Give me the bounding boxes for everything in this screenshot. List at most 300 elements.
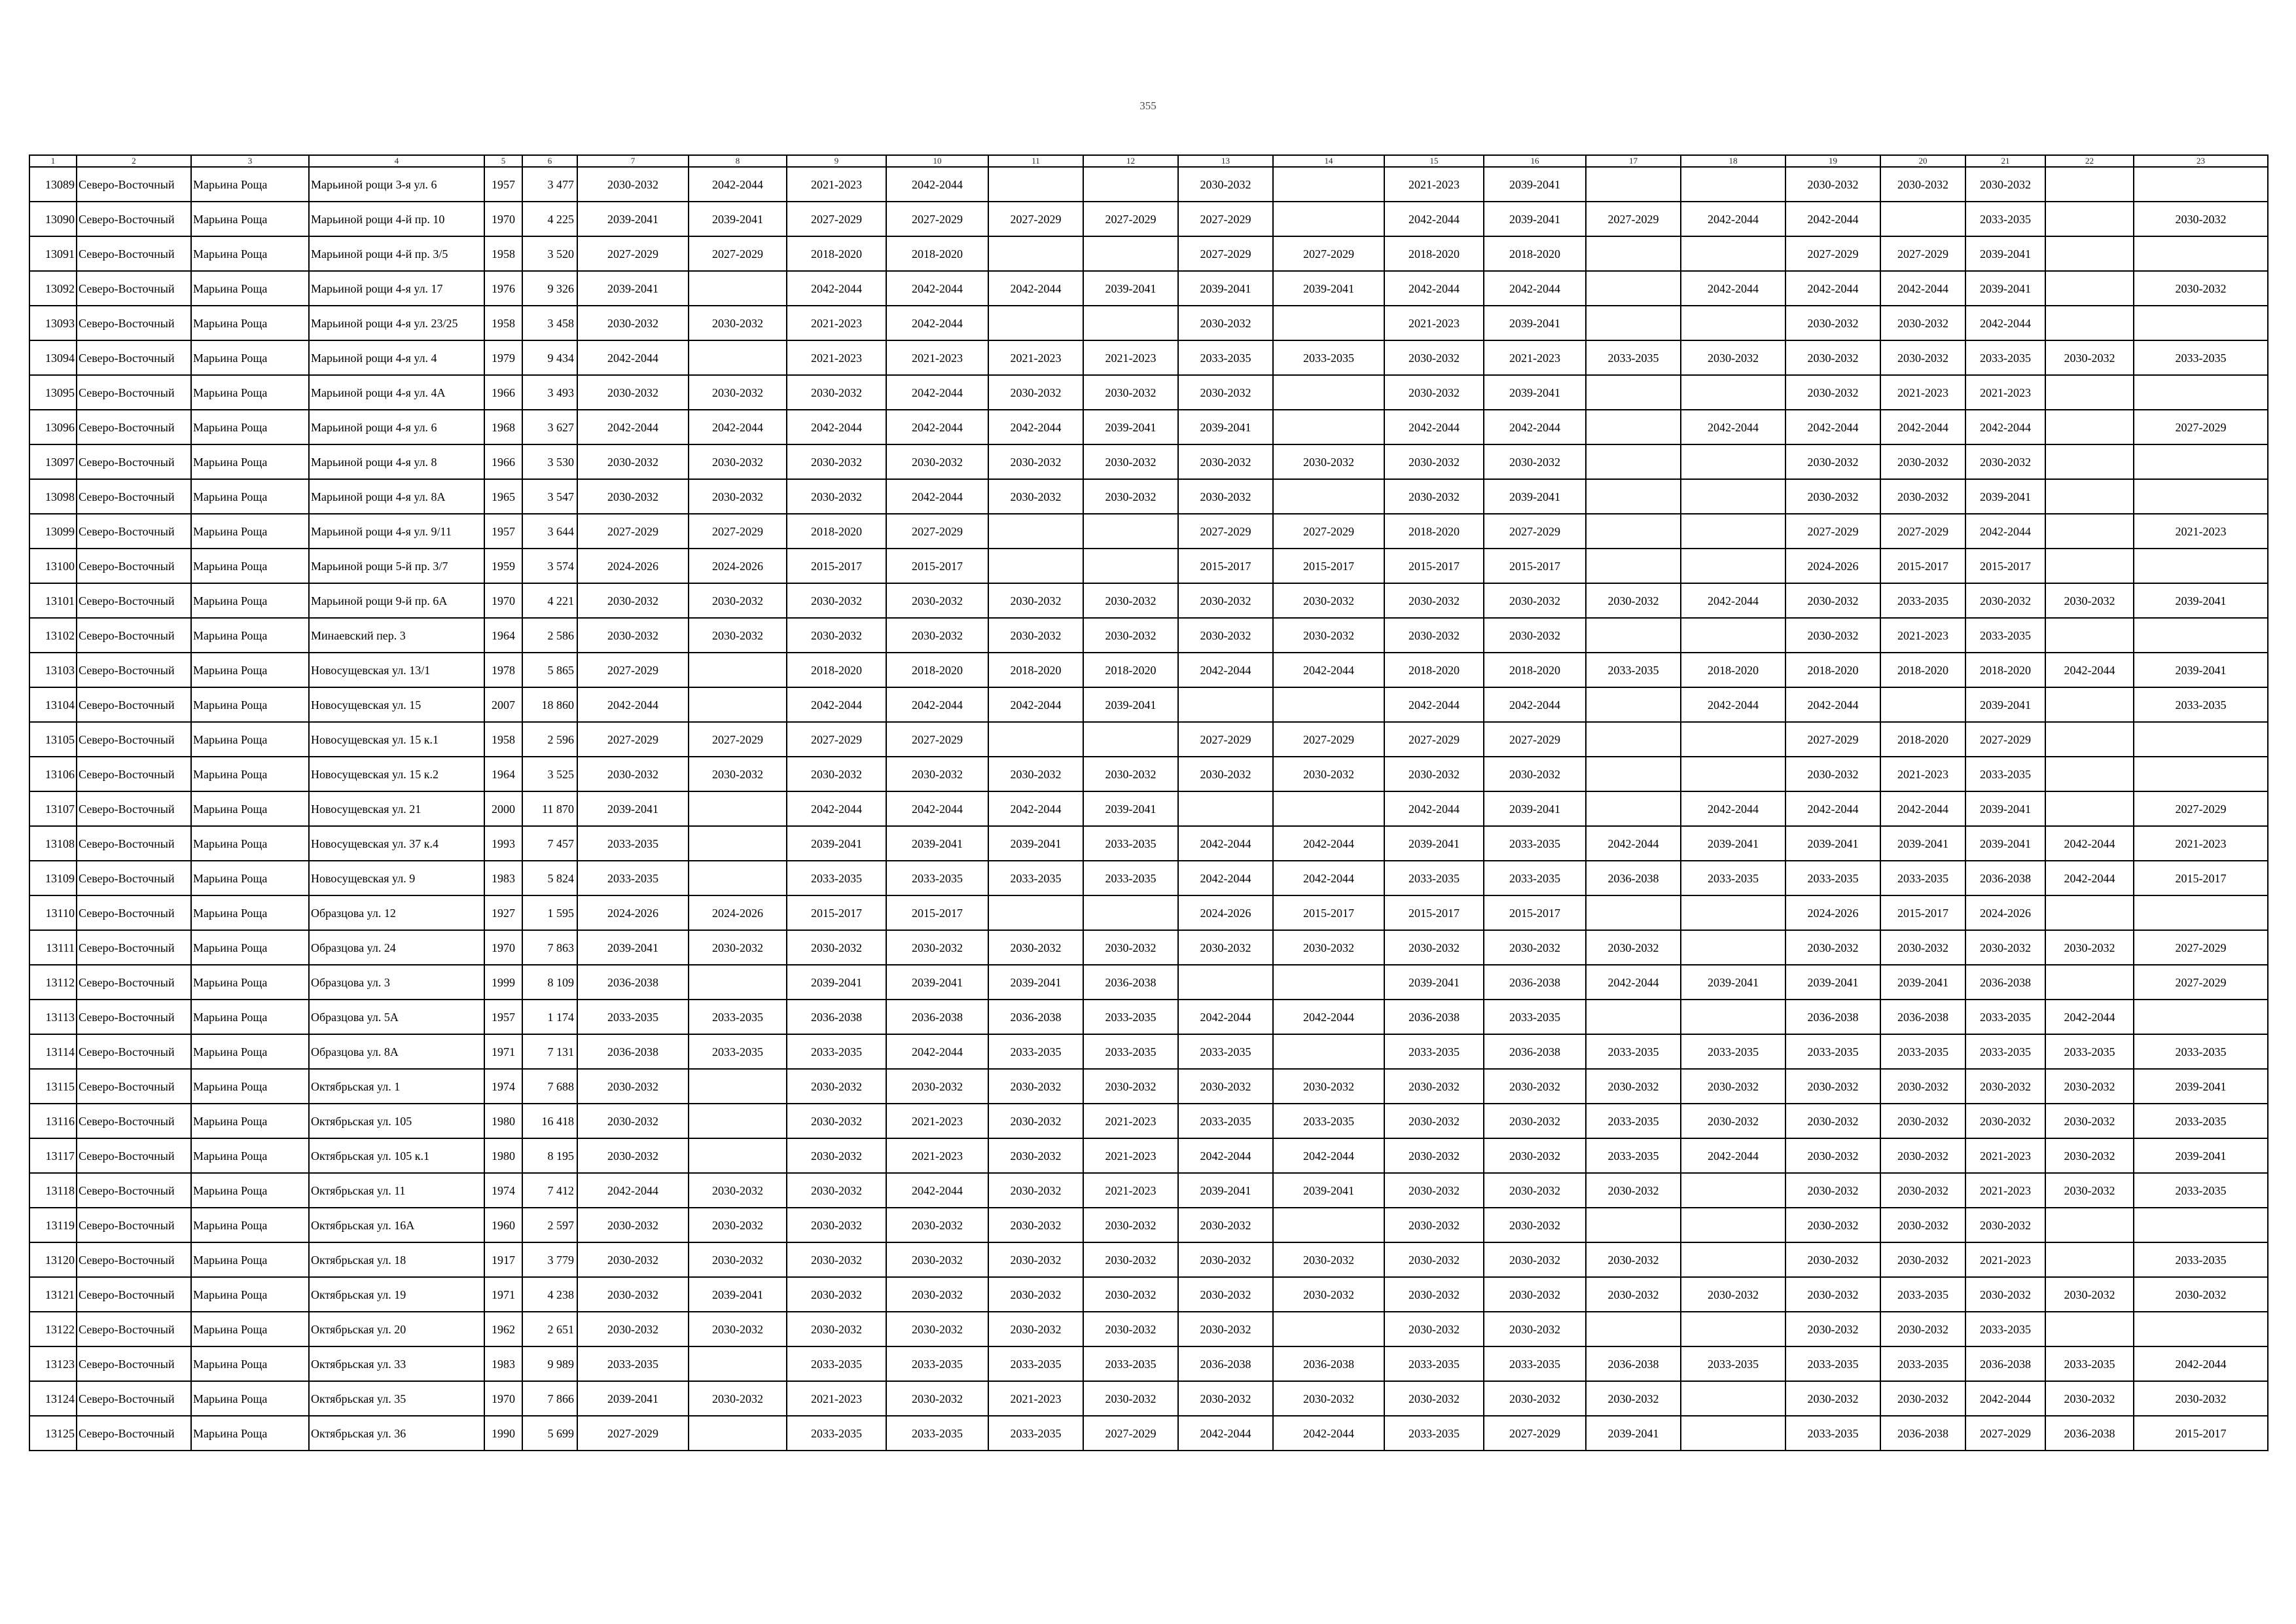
table-cell	[988, 236, 1083, 271]
table-cell: 1927	[484, 895, 522, 930]
table-cell: 2030-2032	[689, 930, 787, 965]
table-row	[29, 514, 2268, 549]
table-cell: 2042-2044	[1681, 687, 1785, 722]
table-cell	[689, 965, 787, 1000]
table-cell: 2039-2041	[1083, 791, 1178, 826]
table-cell: 13091	[29, 236, 77, 271]
table-cell: 2030-2032	[1384, 1208, 1484, 1242]
table-cell	[1681, 1416, 1785, 1451]
table-cell: 2042-2044	[988, 687, 1083, 722]
table-cell: 2030-2032	[1484, 930, 1586, 965]
table-cell: Октябрьская ул. 16А	[309, 1208, 484, 1242]
table-cell: 13121	[29, 1277, 77, 1312]
table-cell: 2027-2029	[577, 1416, 689, 1451]
table-cell: Марьина Роща	[191, 514, 309, 549]
table-cell: 2042-2044	[1484, 687, 1586, 722]
table-cell: 2030-2032	[1880, 167, 1965, 202]
table-cell: Марьиной рощи 4-й пр. 10	[309, 202, 484, 236]
table-cell: 2030-2032	[689, 757, 787, 791]
table-cell: 2039-2041	[1384, 965, 1484, 1000]
table-cell: 2039-2041	[2134, 1069, 2268, 1104]
table-cell: 2039-2041	[1681, 965, 1785, 1000]
table-cell: 2030-2032	[1273, 757, 1384, 791]
table-cell: 2030-2032	[787, 444, 886, 479]
table-cell: Марьина Роща	[191, 444, 309, 479]
table-cell: 2018-2020	[1484, 236, 1586, 271]
table-cell: 2030-2032	[1083, 479, 1178, 514]
table-cell: 1958	[484, 236, 522, 271]
table-cell: 2024-2026	[1178, 895, 1273, 930]
table-cell: 2030-2032	[577, 1242, 689, 1277]
table-cell: Северо-Восточный	[77, 653, 191, 687]
table-header	[29, 155, 2268, 167]
table-cell: 2030-2032	[988, 618, 1083, 653]
table-cell: 2030-2032	[2134, 1381, 2268, 1416]
table-cell: Марьина Роща	[191, 1034, 309, 1069]
table-cell: 2030-2032	[1484, 618, 1586, 653]
table-cell: 13098	[29, 479, 77, 514]
table-cell: 2036-2038	[1965, 861, 2045, 895]
table-cell: 2030-2032	[1965, 167, 2045, 202]
table-cell: Северо-Восточный	[77, 930, 191, 965]
table-cell: 1970	[484, 930, 522, 965]
table-cell: 2039-2041	[577, 271, 689, 306]
table-cell: 2030-2032	[988, 1312, 1083, 1346]
table-cell	[2134, 236, 2268, 271]
table-cell: 1964	[484, 757, 522, 791]
table-cell: 2030-2032	[577, 757, 689, 791]
table-cell: Северо-Восточный	[77, 618, 191, 653]
table-cell: 2039-2041	[2134, 583, 2268, 618]
table-cell: 2036-2038	[1586, 861, 1681, 895]
table-cell: 2033-2035	[1586, 340, 1681, 375]
table-cell: 2042-2044	[1681, 583, 1785, 618]
table-cell: 2036-2038	[1083, 965, 1178, 1000]
table-cell: 3 525	[522, 757, 577, 791]
table-cell: 2042-2044	[1384, 410, 1484, 444]
table-cell	[1681, 514, 1785, 549]
table-cell: 2018-2020	[787, 653, 886, 687]
table-cell: 2033-2035	[1586, 1104, 1681, 1138]
table-cell: 2030-2032	[1273, 618, 1384, 653]
table-cell: 2033-2035	[577, 861, 689, 895]
table-cell: 2030-2032	[1178, 930, 1273, 965]
table-cell: 2030-2032	[1273, 1381, 1384, 1416]
table-cell	[1880, 687, 1965, 722]
table-cell: Новосущевская ул. 15 к.2	[309, 757, 484, 791]
table-row	[29, 653, 2268, 687]
table-cell: 2033-2035	[1785, 1346, 1880, 1381]
table-cell	[988, 306, 1083, 340]
table-cell: 13103	[29, 653, 77, 687]
table-cell: 2039-2041	[1965, 687, 2045, 722]
table-cell	[1586, 236, 1681, 271]
table-cell: 2027-2029	[1083, 1416, 1178, 1451]
table-cell: Марьина Роща	[191, 410, 309, 444]
table-cell: 13115	[29, 1069, 77, 1104]
table-cell	[2134, 375, 2268, 410]
table-cell	[1273, 410, 1384, 444]
table-cell: 2027-2029	[1785, 514, 1880, 549]
table-cell	[689, 1104, 787, 1138]
table-cell: 2042-2044	[1785, 410, 1880, 444]
table-cell: 2033-2035	[577, 826, 689, 861]
table-cell: Марьина Роща	[191, 757, 309, 791]
table-cell: 2036-2038	[1965, 965, 2045, 1000]
table-cell: 13097	[29, 444, 77, 479]
table-cell	[1273, 1312, 1384, 1346]
table-cell: 1917	[484, 1242, 522, 1277]
table-cell: 1 174	[522, 1000, 577, 1034]
table-cell: 2030-2032	[2045, 1173, 2134, 1208]
table-cell: 2030-2032	[988, 444, 1083, 479]
table-cell: 2033-2035	[1384, 1346, 1484, 1381]
table-cell: 2042-2044	[1178, 826, 1273, 861]
table-cell: 2027-2029	[577, 653, 689, 687]
table-cell: Марьиной рощи 4-я ул. 17	[309, 271, 484, 306]
table-cell: 2042-2044	[1880, 791, 1965, 826]
table-row	[29, 340, 2268, 375]
table-cell	[1586, 757, 1681, 791]
table-cell: 2042-2044	[2045, 653, 2134, 687]
table-cell: 2030-2032	[577, 375, 689, 410]
table-cell: 2015-2017	[2134, 1416, 2268, 1451]
table-cell	[1586, 479, 1681, 514]
table-cell: Северо-Восточный	[77, 1104, 191, 1138]
table-cell: 2030-2032	[1785, 1208, 1880, 1242]
table-cell: 1978	[484, 653, 522, 687]
table-cell: 2030-2032	[886, 1312, 988, 1346]
table-cell: 2039-2041	[988, 826, 1083, 861]
table-cell: 2033-2035	[988, 1416, 1083, 1451]
table-cell: 2021-2023	[886, 1138, 988, 1173]
table-cell: 2030-2032	[988, 1277, 1083, 1312]
table-cell: 2021-2023	[988, 1381, 1083, 1416]
table-cell: 2039-2041	[1965, 479, 2045, 514]
column-header-21: 21	[1965, 155, 2045, 167]
table-cell: 2027-2029	[787, 722, 886, 757]
table-cell	[2045, 791, 2134, 826]
table-cell: 1966	[484, 375, 522, 410]
table-cell: 2030-2032	[886, 583, 988, 618]
table-cell: 2030-2032	[1484, 1173, 1586, 1208]
table-cell: 2030-2032	[577, 1277, 689, 1312]
table-cell: Марьина Роща	[191, 930, 309, 965]
table-cell: 2042-2044	[1484, 410, 1586, 444]
table-row	[29, 687, 2268, 722]
table-cell: 1970	[484, 202, 522, 236]
table-cell: 2030-2032	[1785, 1069, 1880, 1104]
table-cell: 1968	[484, 410, 522, 444]
table-cell: 2033-2035	[2134, 1104, 2268, 1138]
table-cell	[2134, 479, 2268, 514]
table-cell: 2015-2017	[787, 549, 886, 583]
table-cell: 2033-2035	[1965, 340, 2045, 375]
table-cell	[1586, 618, 1681, 653]
table-row	[29, 271, 2268, 306]
table-cell: 5 824	[522, 861, 577, 895]
table-cell: Марьина Роща	[191, 653, 309, 687]
table-cell: 2030-2032	[886, 930, 988, 965]
table-cell	[2134, 895, 2268, 930]
table-cell: 13112	[29, 965, 77, 1000]
table-cell	[1681, 444, 1785, 479]
table-cell	[1273, 791, 1384, 826]
table-cell: 2042-2044	[2045, 826, 2134, 861]
table-cell: 2030-2032	[689, 1208, 787, 1242]
table-cell: 2030-2032	[1586, 1381, 1681, 1416]
table-row	[29, 930, 2268, 965]
table-cell: 2030-2032	[787, 1104, 886, 1138]
table-cell: 2021-2023	[2134, 514, 2268, 549]
table-cell: 2030-2032	[1178, 479, 1273, 514]
table-cell: 2007	[484, 687, 522, 722]
table-cell: 13119	[29, 1208, 77, 1242]
table-cell: 2030-2032	[1880, 444, 1965, 479]
table-cell: Марьиной рощи 4-я ул. 8А	[309, 479, 484, 514]
table-cell: 2039-2041	[1880, 965, 1965, 1000]
table-cell: 4 225	[522, 202, 577, 236]
table-cell: 2033-2035	[886, 1416, 988, 1451]
table-cell: Северо-Восточный	[77, 375, 191, 410]
table-cell: Образцова ул. 3	[309, 965, 484, 1000]
table-cell: 2042-2044	[1681, 202, 1785, 236]
table-cell: 2036-2038	[577, 965, 689, 1000]
table-cell: 2030-2032	[1384, 479, 1484, 514]
table-cell: Новосущевская ул. 15 к.1	[309, 722, 484, 757]
table-cell	[1586, 549, 1681, 583]
table-cell: 2033-2035	[1586, 653, 1681, 687]
table-cell: 2033-2035	[1965, 757, 2045, 791]
table-cell: 2018-2020	[1965, 653, 2045, 687]
table-cell	[2045, 757, 2134, 791]
table-cell: 2030-2032	[1083, 1069, 1178, 1104]
table-cell: 2030-2032	[886, 444, 988, 479]
table-cell: Северо-Восточный	[77, 1138, 191, 1173]
table-cell: 2021-2023	[787, 167, 886, 202]
column-header-23: 23	[2134, 155, 2268, 167]
table-cell	[1586, 1312, 1681, 1346]
table-cell: Марьиной рощи 4-я ул. 9/11	[309, 514, 484, 549]
table-cell: 2030-2032	[1178, 1069, 1273, 1104]
table-cell: 2042-2044	[1178, 1138, 1273, 1173]
table-cell: 2042-2044	[886, 479, 988, 514]
table-cell: Северо-Восточный	[77, 791, 191, 826]
table-cell: 2021-2023	[988, 340, 1083, 375]
table-cell: 2042-2044	[1965, 514, 2045, 549]
column-header-13: 13	[1178, 155, 1273, 167]
table-cell: 7 131	[522, 1034, 577, 1069]
table-cell: 1974	[484, 1173, 522, 1208]
table-cell: 2030-2032	[577, 1069, 689, 1104]
table-cell: 2021-2023	[2134, 826, 2268, 861]
table-cell: 13116	[29, 1104, 77, 1138]
table-cell: 2042-2044	[787, 271, 886, 306]
table-cell: Северо-Восточный	[77, 861, 191, 895]
table-cell	[689, 340, 787, 375]
table-cell: 2027-2029	[577, 722, 689, 757]
table-cell: 2030-2032	[1785, 618, 1880, 653]
table-cell	[1681, 1208, 1785, 1242]
table-row	[29, 167, 2268, 202]
table-cell: 2039-2041	[1484, 202, 1586, 236]
table-cell: 2030-2032	[1880, 340, 1965, 375]
table-cell: 2042-2044	[577, 1173, 689, 1208]
table-row	[29, 479, 2268, 514]
table-cell	[689, 1138, 787, 1173]
table-cell: 2033-2035	[1785, 1416, 1880, 1451]
table-cell: Октябрьская ул. 11	[309, 1173, 484, 1208]
table-cell: 2030-2032	[787, 757, 886, 791]
table-cell	[1681, 167, 1785, 202]
table-cell: 2021-2023	[1965, 1138, 2045, 1173]
table-cell: 2033-2035	[787, 1416, 886, 1451]
table-cell: 2 597	[522, 1208, 577, 1242]
table-cell: Марьина Роща	[191, 1312, 309, 1346]
table-cell: 2033-2035	[886, 1346, 988, 1381]
table-cell: 13092	[29, 271, 77, 306]
table-cell: 2030-2032	[1083, 1312, 1178, 1346]
table-cell: 8 195	[522, 1138, 577, 1173]
table-cell: 2030-2032	[1484, 1069, 1586, 1104]
table-cell: 2030-2032	[1785, 1381, 1880, 1416]
table-cell: Северо-Восточный	[77, 1416, 191, 1451]
table-cell: Марьина Роща	[191, 618, 309, 653]
table-cell: 2030-2032	[2045, 1069, 2134, 1104]
table-cell: 2042-2044	[1384, 271, 1484, 306]
table-cell	[1083, 895, 1178, 930]
table-cell: 2033-2035	[1965, 618, 2045, 653]
table-cell	[1586, 514, 1681, 549]
table-cell: 2030-2032	[1384, 757, 1484, 791]
column-header-6: 6	[522, 155, 577, 167]
table-cell: Марьина Роща	[191, 167, 309, 202]
table-cell: 2030-2032	[1083, 1208, 1178, 1242]
table-cell	[1273, 375, 1384, 410]
table-cell	[1273, 306, 1384, 340]
table-cell: Марьина Роща	[191, 1416, 309, 1451]
column-header-7: 7	[577, 155, 689, 167]
table-cell: 2030-2032	[1083, 583, 1178, 618]
table-cell: 3 627	[522, 410, 577, 444]
table-cell	[1681, 1312, 1785, 1346]
table-cell: 2015-2017	[2134, 861, 2268, 895]
table-cell: 13089	[29, 167, 77, 202]
table-cell: 2042-2044	[1785, 687, 1880, 722]
table-cell: 1958	[484, 306, 522, 340]
table-cell: 2015-2017	[1384, 549, 1484, 583]
table-cell: 2033-2035	[1178, 1104, 1273, 1138]
table-cell: 2030-2032	[1083, 1277, 1178, 1312]
table-cell: 13105	[29, 722, 77, 757]
table-cell: Образцова ул. 5А	[309, 1000, 484, 1034]
table-cell: 2027-2029	[2134, 410, 2268, 444]
table-cell: 2039-2041	[1083, 410, 1178, 444]
table-cell: 1965	[484, 479, 522, 514]
table-cell: 1970	[484, 1381, 522, 1416]
table-cell: 2042-2044	[886, 271, 988, 306]
table-cell: 2030-2032	[1384, 583, 1484, 618]
table-cell	[1083, 549, 1178, 583]
table-cell: 13110	[29, 895, 77, 930]
table-cell: 2039-2041	[2134, 1138, 2268, 1173]
table-cell: Марьина Роща	[191, 1104, 309, 1138]
data-table	[29, 154, 2269, 1451]
table-cell: Северо-Восточный	[77, 306, 191, 340]
table-cell: Марьина Роща	[191, 1173, 309, 1208]
table-cell: Марьина Роща	[191, 965, 309, 1000]
table-cell	[1586, 1208, 1681, 1242]
table-cell	[1273, 202, 1384, 236]
table-cell: 2030-2032	[1178, 1208, 1273, 1242]
table-cell: 2042-2044	[1681, 271, 1785, 306]
table-row	[29, 1381, 2268, 1416]
table-cell: 2021-2023	[787, 306, 886, 340]
table-cell: 2030-2032	[1785, 930, 1880, 965]
table-cell: 2027-2029	[2134, 791, 2268, 826]
table-cell	[689, 1416, 787, 1451]
table-cell: Марьина Роща	[191, 236, 309, 271]
table-cell: Марьиной рощи 9-й пр. 6А	[309, 583, 484, 618]
table-cell: Северо-Восточный	[77, 1242, 191, 1277]
table-cell: 2030-2032	[1178, 375, 1273, 410]
table-cell: 2033-2035	[1785, 1034, 1880, 1069]
table-cell: 2024-2026	[689, 549, 787, 583]
page-number: 355	[1139, 99, 1157, 112]
table-cell: 2018-2020	[1785, 653, 1880, 687]
table-cell	[1681, 479, 1785, 514]
table-cell: Марьина Роща	[191, 375, 309, 410]
table-cell: 2030-2032	[886, 1381, 988, 1416]
table-cell: Минаевский пер. 3	[309, 618, 484, 653]
table-cell: 2039-2041	[1484, 375, 1586, 410]
table-cell: 2042-2044	[1384, 202, 1484, 236]
table-cell: 2042-2044	[577, 340, 689, 375]
column-header-16: 16	[1484, 155, 1586, 167]
table-cell: 2030-2032	[2134, 202, 2268, 236]
table-cell: 2033-2035	[2134, 340, 2268, 375]
table-cell: 2033-2035	[1880, 1346, 1965, 1381]
table-cell: 2042-2044	[1178, 861, 1273, 895]
table-cell: 2030-2032	[1880, 306, 1965, 340]
table-cell: 2030-2032	[2045, 1138, 2134, 1173]
table-cell: 2042-2044	[886, 410, 988, 444]
table-cell: 2039-2041	[886, 826, 988, 861]
table-cell: 3 520	[522, 236, 577, 271]
table-cell: 2042-2044	[1965, 306, 2045, 340]
table-cell: 2030-2032	[1880, 1242, 1965, 1277]
table-cell: 2 586	[522, 618, 577, 653]
table-cell: 2027-2029	[1273, 236, 1384, 271]
table-cell: Марьина Роща	[191, 895, 309, 930]
table-cell	[1586, 791, 1681, 826]
table-cell	[1083, 236, 1178, 271]
table-cell: 2033-2035	[1484, 1346, 1586, 1381]
table-cell: 2018-2020	[988, 653, 1083, 687]
table-cell	[1586, 1000, 1681, 1034]
table-cell: 1980	[484, 1104, 522, 1138]
table-cell	[2134, 618, 2268, 653]
table-cell: 2033-2035	[1273, 1104, 1384, 1138]
table-cell: 2033-2035	[1965, 1034, 2045, 1069]
table-cell: 13093	[29, 306, 77, 340]
table-cell: 2033-2035	[1083, 1000, 1178, 1034]
table-cell	[1681, 1381, 1785, 1416]
table-cell	[1586, 687, 1681, 722]
table-cell	[1273, 965, 1384, 1000]
table-cell: Марьина Роща	[191, 826, 309, 861]
table-cell: 2015-2017	[1273, 549, 1384, 583]
